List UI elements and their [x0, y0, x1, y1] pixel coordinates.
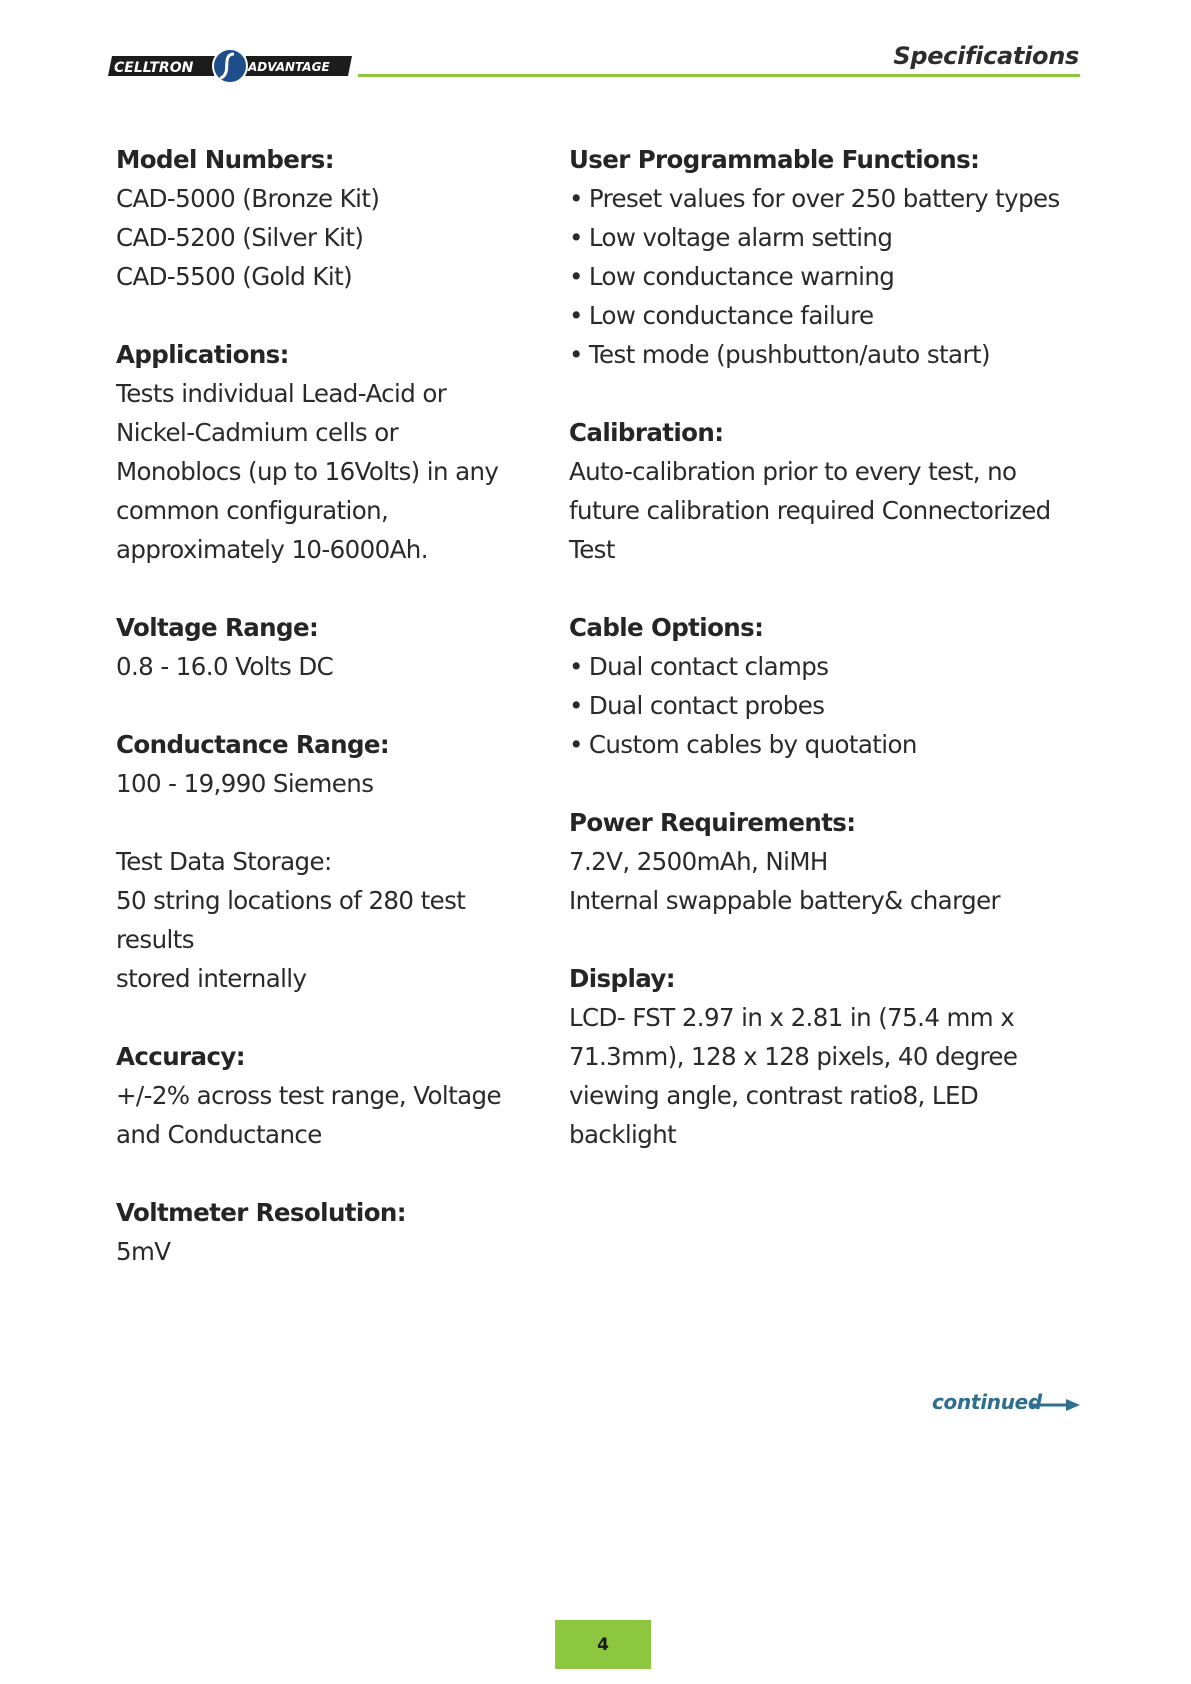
spec-line: 71.3mm), 128 x 128 pixels, 40 degree [569, 1042, 1018, 1071]
spec-line: LCD- FST 2.97 in x 2.81 in (75.4 mm x [569, 1003, 1015, 1032]
section-heading: Conductance Range: [116, 730, 390, 759]
spec-line: and Conductance [116, 1120, 322, 1149]
section-heading: Calibration: [569, 418, 724, 447]
spec-line: Test [569, 535, 615, 564]
spec-section [116, 842, 536, 998]
bullet-item: • Low voltage alarm setting [569, 218, 1089, 257]
spec-section [116, 608, 536, 686]
section-heading: Display: [569, 964, 676, 993]
page-title: Specifications [893, 42, 1079, 70]
section-heading: User Programmable Functions: [569, 145, 980, 174]
bullet-item: • Custom cables by quotation [569, 725, 1089, 764]
spec-line: 7.2V, 2500mAh, NiMH [569, 847, 828, 876]
celltron-advantage-logo [106, 48, 352, 84]
spec-line: Internal swappable battery& charger [569, 886, 1001, 915]
spec-line: results [116, 925, 194, 954]
left-spec-column [116, 140, 536, 1310]
spec-line: Tests individual Lead-Acid or [116, 379, 447, 408]
section-heading: Model Numbers: [116, 145, 334, 174]
spec-section [116, 335, 536, 569]
spec-line: Nickel-Cadmium cells or [116, 418, 399, 447]
section-heading: Cable Options: [569, 613, 764, 642]
page-number: 4 [597, 1634, 609, 1655]
spec-section [569, 140, 1089, 374]
page-number-box [555, 1620, 651, 1669]
spec-line: CAD-5200 (Silver Kit) [116, 223, 364, 252]
bullet-item: • Low conductance warning [569, 257, 1089, 296]
spec-line: CAD-5000 (Bronze Kit) [116, 184, 380, 213]
spec-line: 50 string locations of 280 test [116, 886, 466, 915]
spec-line: stored internally [116, 964, 307, 993]
spec-line: viewing angle, contrast ratio8, LED [569, 1081, 979, 1110]
spec-line: backlight [569, 1120, 677, 1149]
spec-line: 0.8 - 16.0 Volts DC [116, 652, 334, 681]
spec-line: 100 - 19,990 Siemens [116, 769, 374, 798]
spec-line: 5mV [116, 1237, 171, 1266]
spec-section [569, 959, 1089, 1154]
section-heading: Accuracy: [116, 1042, 245, 1071]
bullet-item: • Dual contact clamps [569, 647, 1089, 686]
bullet-item: • Dual contact probes [569, 686, 1089, 725]
spec-section [116, 725, 536, 803]
spec-line: future calibration required Connectorized [569, 496, 1051, 525]
right-spec-column [569, 140, 1089, 1193]
arrow-right-icon [1032, 1398, 1080, 1412]
spec-line: Test Data Storage: [116, 847, 332, 876]
spec-section [116, 1037, 536, 1154]
section-heading: Voltmeter Resolution: [116, 1198, 406, 1227]
spec-line: common configuration, [116, 496, 389, 525]
bullet-item: • Test mode (pushbutton/auto start) [569, 335, 1089, 374]
logo-left-text: CELLTRON [114, 60, 194, 76]
spec-line: approximately 10-6000Ah. [116, 535, 428, 564]
continued-label: continued [932, 1390, 1042, 1414]
section-heading: Applications: [116, 340, 289, 369]
spec-section [116, 140, 536, 296]
spec-section [116, 1193, 536, 1271]
header-divider [358, 74, 1080, 77]
spec-line: CAD-5500 (Gold Kit) [116, 262, 353, 291]
spec-section [569, 803, 1089, 920]
logo-right-text: ADVANTAGE [248, 60, 330, 74]
bullet-item: • Preset values for over 250 battery types [569, 179, 1089, 218]
bullet-item: • Low conductance failure [569, 296, 1089, 335]
spec-section [569, 608, 1089, 764]
spec-section [569, 413, 1089, 569]
spec-line: Monoblocs (up to 16Volts) in any [116, 457, 499, 486]
spec-line: Auto-calibration prior to every test, no [569, 457, 1017, 486]
spec-line: +/-2% across test range, Voltage [116, 1081, 501, 1110]
section-heading: Power Requirements: [569, 808, 856, 837]
section-heading: Voltage Range: [116, 613, 319, 642]
